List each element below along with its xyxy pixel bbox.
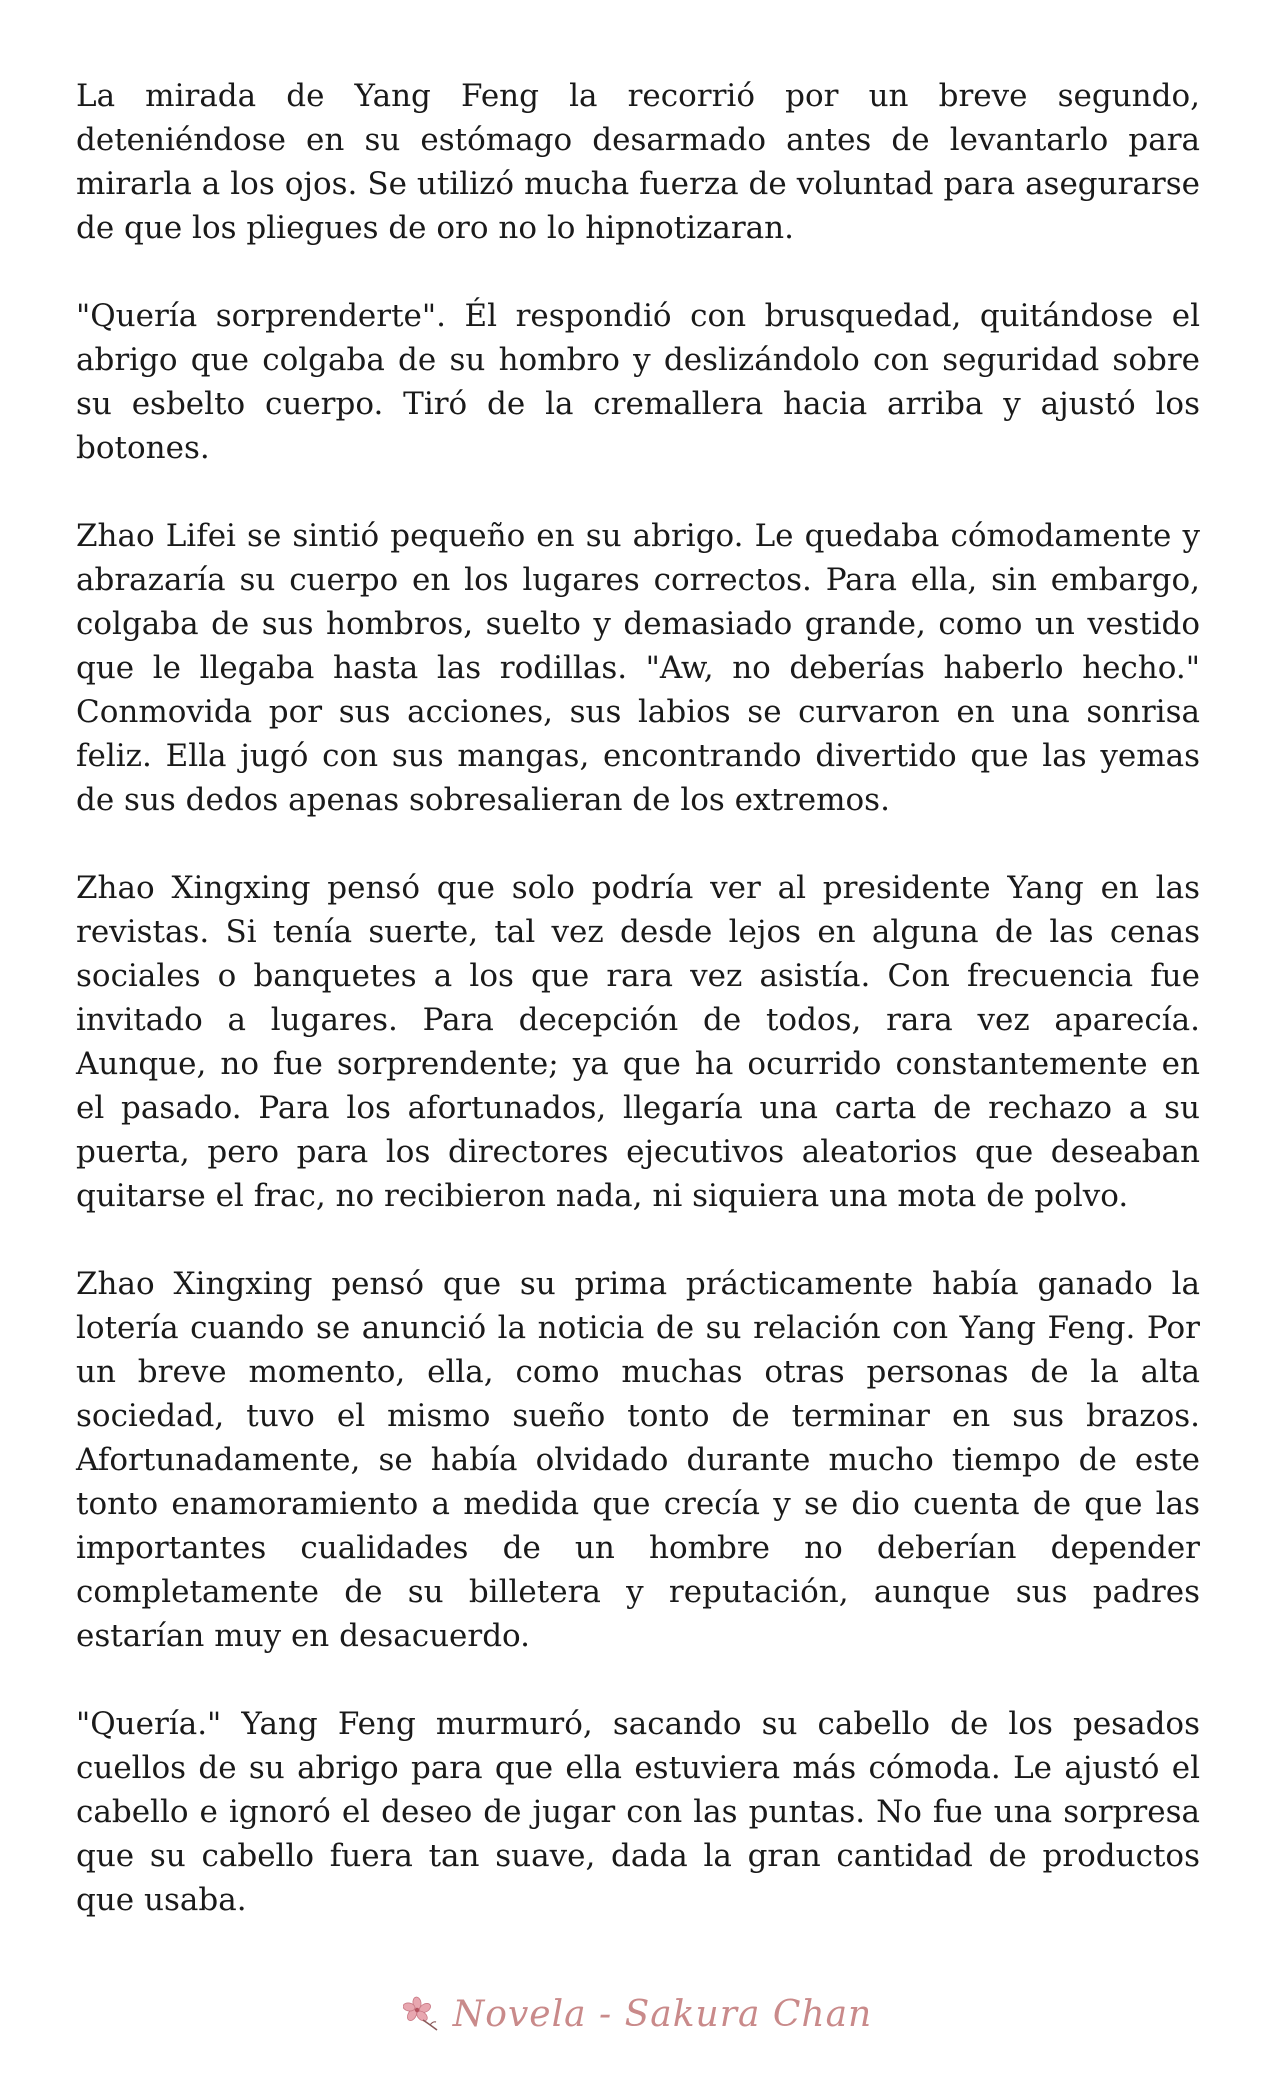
paragraph-2: "Quería sorprenderte". Él respondió con brusquedad, quitándose el abrigo que colgaba de su hombro y deslizándolo con seguridad sobre su esbelto cuerpo. Tiró de la cremallera hacia arriba y ajustó los botones. [76, 298, 1200, 466]
sakura-flower-icon [403, 1994, 443, 2034]
paragraph-5: Zhao Xingxing pensó que su prima prácticamente había ganado la lotería cuando se anunció la noticia de su relación con Yang Feng. Por un breve momento, ella, como muchas otras personas de la alta sociedad, tuvo el mismo sueño tonto de terminar en sus brazos. Afortunadamente, se había olvidado durante mucho tiempo de este tonto enamoramiento a medida que crecía y se dio cuenta de que las importantes cualidades de un hombre no deberían depender completamente de su billetera y reputación, aunque sus padres estarían muy en desacuerdo. [76, 1266, 1200, 1654]
footer-watermark-text: Novela - Sakura Chan [452, 1993, 873, 2035]
paragraph-1: La mirada de Yang Feng la recorrió por un breve segundo, deteniéndose en su estómago desarmado antes de levantarlo para mirarla a los ojos. Se utilizó mucha fuerza de voluntad para asegurarse de que los pliegues de oro no lo hipnotizaran. [76, 78, 1200, 246]
paragraph-6: "Quería." Yang Feng murmuró, sacando su cabello de los pesados cuellos de su abrigo para que ella estuviera más cómoda. Le ajustó el cabello e ignoró el deseo de jugar con las puntas. No fue una sorpresa que su cabello fuera tan suave, dada la gran cantidad de productos que usaba. [76, 1706, 1200, 1918]
paragraph-3: Zhao Lifei se sintió pequeño en su abrigo. Le quedaba cómodamente y abrazaría su cuerpo en los lugares correctos. Para ella, sin embargo, colgaba de sus hombros, suelto y demasiado grande, como un vestido que le llegaba hasta las rodillas. "Aw, no deberías haberlo hecho." Conmovida por sus acciones, sus labios se curvaron en una sonrisa feliz. Ella jugó con sus mangas, encontrando divertido que las yemas de sus dedos apenas sobresalieran de los extremos. [76, 518, 1200, 818]
footer-watermark-group [403, 1994, 872, 2035]
paragraph-4: Zhao Xingxing pensó que solo podría ver al presidente Yang en las revistas. Si tenía suerte, tal vez desde lejos en alguna de las cenas sociales o banquetes a los que rara vez asistía. Con frecuencia fue invitado a lugares. Para decepción de todos, rara vez aparecía. Aunque, no fue sorprendente; ya que ha ocurrido constantemente en el pasado. Para los afortunados, llegaría una carta de rechazo a su puerta, pero para los directores ejecutivos aleatorios que deseaban quitarse el frac, no recibieron nada, ni siquiera una mota de polvo. [76, 870, 1200, 1214]
document-body [76, 74, 1200, 1922]
footer-watermark [0, 1986, 1275, 2042]
